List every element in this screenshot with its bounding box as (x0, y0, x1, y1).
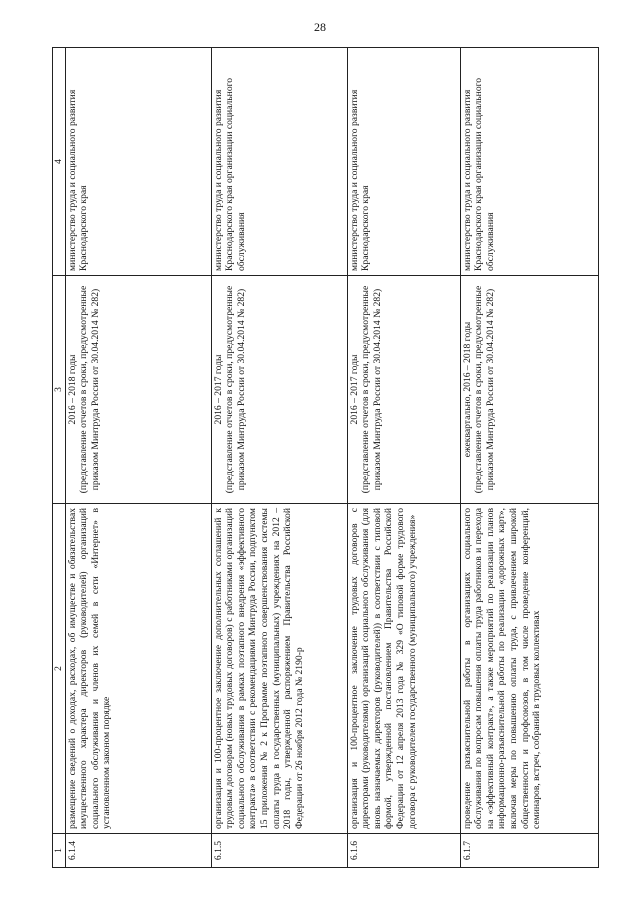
item-responsible: министерство труда и социального развития Краснодарского края организации социального обслуживания (460, 48, 598, 276)
item-period (347, 276, 460, 504)
item-period (211, 276, 347, 504)
period-note: (представление отчетов в сроки, предусмотренные приказом Минтруда России от 30.04.2014 № 282) (473, 285, 496, 494)
item-description: организация и 100-процентное заключение трудовых договоров с директорами (руководителями) организаций социального обслуживания (для вновь назначаемых директоров (руководителей)) в соответствии с типовой формой, утвержденной постановлением Правительства Российской Федерации от 12 апреля 2013 года № 329 «О типовой форме трудового договора с руководителем государственного (муниципального) учреждения» (347, 504, 460, 834)
column-header: 3 (53, 276, 66, 504)
period-note: (представление отчетов в сроки, предусмотренные приказом Минтруда России от 30.04.2014 № 282) (224, 285, 247, 494)
table-row (211, 48, 347, 868)
item-responsible: министерство труда и социального развития Краснодарского края (65, 48, 211, 276)
item-description: организация и 100-процентное заключение дополнительных соглашений к трудовым договорам (новых трудовых договоров) с работниками организаций социального обслуживания в рамках поэтапного внедрения «эффективного контракта» в соответствии с рекомендациями Минтруда России, подпунктом 15 приложения № 2 к Программе поэтапного совершенствования системы оплаты труда в государственных (муниципальных) учреждениях на 2012 – 2018 годы, утвержденной распоряжением Правительства Российской Федерации от 26 ноября 2012 года № 2190-р (211, 504, 347, 834)
period-text: 2016 – 2017 годы (348, 354, 360, 425)
column-header: 4 (53, 48, 66, 276)
period-text: 2016 – 2018 годы (66, 354, 78, 425)
table-row (460, 48, 598, 868)
item-period (65, 276, 211, 504)
column-header: 2 (53, 504, 66, 834)
table-row (347, 48, 460, 868)
item-description: размещение сведений о доходах, расходах, об имуществе и обязательствах имущественного характера директоров (руководителей) организаций социального обслуживания и членов их семей в сети «Интернет» в установленном законом порядке (65, 504, 211, 834)
item-responsible: министерство труда и социального развития Краснодарского края организации социального обслуживания (211, 48, 347, 276)
measures-table (52, 47, 599, 868)
column-header: 1 (53, 834, 66, 868)
rotated-table-wrapper (52, 48, 597, 868)
item-description: проведение разъяснительной работы в организациях социального обслуживания по вопросам повышения оплаты труда работников и перехода на «эффективный контракт», а также мероприятий по реализации планов информационно-разъяснительной работы по реализации «дорожных карт», включая меры по повышению оплаты труда, с привлечением широкой общественности и профсоюзов, в том числе проведение конференций, семинаров, встреч, собраний в трудовых коллективах (460, 504, 598, 834)
item-number: 6.1.5 (211, 834, 347, 868)
item-responsible: министерство труда и социального развития Краснодарского края (347, 48, 460, 276)
page-number: 28 (314, 20, 326, 34)
period-text: 2016 – 2017 годы (212, 354, 224, 425)
period-text: ежеквартально, 2016 – 2018 годы (461, 321, 473, 458)
item-number: 6.1.4 (65, 834, 211, 868)
table-row (65, 48, 211, 868)
item-number: 6.1.7 (460, 834, 598, 868)
item-period (460, 276, 598, 504)
item-number: 6.1.6 (347, 834, 460, 868)
period-note: (представление отчетов в сроки, предусмотренные приказом Минтруда России от 30.04.2014 № 282) (360, 285, 383, 494)
table-header-row (53, 48, 66, 868)
period-note: (представление отчетов в сроки, предусмотренные приказом Минтруда России от 30.04.2014 № 282) (78, 285, 101, 494)
